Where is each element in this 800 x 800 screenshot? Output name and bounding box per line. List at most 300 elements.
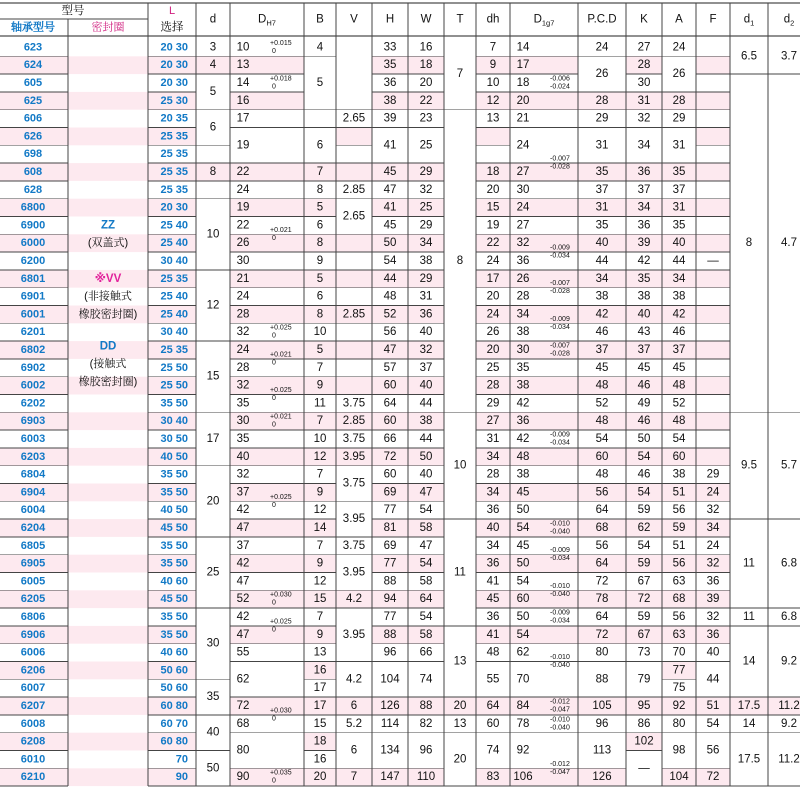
bearing-model-cell: 626: [23, 130, 43, 143]
cell-A: 52: [672, 397, 686, 410]
tolerance-upper: +0.021: [270, 351, 292, 359]
cell-K: 46: [637, 415, 651, 428]
cell-D: 24: [236, 183, 250, 196]
merged-cell-V: 2.65: [342, 112, 366, 125]
cell-A: 80: [672, 717, 686, 730]
cell-A: 37: [672, 344, 686, 356]
merged-cell-F: 44: [706, 673, 720, 686]
tolerance-upper: +0.030: [270, 591, 292, 599]
L-select-cell: 25 40: [160, 308, 188, 321]
merged-cell-V: 3.95: [342, 513, 366, 526]
cell-H: 77: [383, 611, 397, 623]
tolerance-upper: -0.012: [550, 698, 570, 706]
cell-D: 52: [236, 593, 250, 606]
cell-K: 34: [637, 201, 651, 214]
merged-cell-PCD: 31: [595, 139, 609, 152]
cell-K: 45: [637, 361, 651, 374]
cell-D1: 34: [516, 308, 530, 321]
tolerance-upper: -0.009: [550, 609, 570, 617]
cell-A: 38: [672, 290, 686, 303]
bearing-model-cell: 6008: [20, 717, 46, 730]
seal-note: (非接触式: [84, 290, 132, 303]
cell-PCD: 56: [595, 539, 609, 552]
merged-cell-V: 3.95: [342, 628, 366, 641]
cell-F: 32: [706, 611, 720, 623]
cell-d1: 17.5: [737, 700, 761, 712]
cell-D1: 30: [516, 183, 530, 196]
merged-cell-V: 3.75: [342, 477, 366, 490]
L-select-cell: 40 50: [160, 450, 188, 463]
cell-dh: 64: [486, 700, 500, 712]
cell-D1: 27: [516, 219, 530, 232]
cell-D: 13: [236, 59, 250, 72]
L-select-cell: 25 35: [160, 272, 188, 285]
header-V: V: [350, 13, 358, 26]
cell-PCD: 24: [595, 41, 609, 54]
cell-dh: 36: [486, 557, 500, 570]
bearing-model-cell: 606: [23, 112, 43, 125]
merged-cell-d2: 6.8: [781, 557, 797, 570]
cell-A: 35: [672, 219, 686, 232]
merged-cell-T: 10: [453, 459, 467, 472]
merged-cell-PCD: 26: [595, 68, 609, 81]
cell-B: 5: [316, 272, 324, 285]
cell-D1: 17: [516, 59, 530, 72]
merged-cell-d: 6: [209, 121, 217, 134]
cell-T: 20: [453, 700, 467, 712]
tolerance-upper: +0.025: [270, 618, 292, 626]
bearing-model-cell: 6906: [20, 628, 46, 641]
cell-dh: 34: [486, 450, 500, 463]
bearing-model-cell: 6806: [20, 611, 46, 623]
cell-F: 39: [706, 593, 720, 606]
cell-dh: 15: [486, 201, 500, 214]
tolerance-upper: +0.018: [270, 75, 292, 83]
cell-D1: 38: [516, 468, 530, 481]
cell-dh: 9: [489, 59, 497, 72]
cell-D: 47: [236, 575, 250, 588]
cell-B: 16: [313, 753, 327, 766]
cell-K: 59: [637, 504, 651, 517]
cell-K: 54: [637, 486, 651, 499]
cell-PCD: 37: [595, 344, 609, 356]
cell-A: 92: [672, 700, 686, 712]
cell-PCD: 48: [595, 415, 609, 428]
cell-d1: 14: [742, 717, 756, 730]
cell-B: 16: [313, 664, 327, 677]
cell-W: 58: [419, 628, 433, 641]
cell-B: 15: [313, 593, 327, 606]
cell-W: 58: [419, 575, 433, 588]
cell-F: 24: [706, 486, 720, 499]
cell-F: 36: [706, 575, 720, 588]
cell-d2: 9.2: [781, 717, 797, 730]
header-seal-type: 密封圈: [91, 21, 125, 34]
merged-cell-d: 50: [206, 762, 220, 775]
cell-D: 72: [236, 700, 250, 712]
cell-W: 88: [419, 700, 433, 712]
cell-H: 94: [383, 593, 397, 606]
cell-B: 9: [316, 557, 324, 570]
cell-D: 30: [236, 415, 250, 428]
L-select-cell: 35 50: [160, 628, 188, 641]
tolerance-lower: 0: [272, 359, 276, 367]
bearing-model-cell: 6903: [20, 415, 46, 428]
merged-cell-W: 74: [419, 673, 433, 686]
cell-A: 31: [672, 201, 686, 214]
merged-cell-A: 26: [672, 68, 686, 81]
cell-D1: 35: [516, 361, 530, 374]
tolerance-lower: -0.040: [550, 724, 570, 732]
cell-dh: 10: [486, 77, 500, 89]
merged-cell-V: 6: [350, 744, 358, 757]
merged-cell-d: 15: [206, 370, 220, 383]
cell-A: 42: [672, 308, 686, 321]
seal-note: ZZ: [100, 219, 116, 232]
L-select-cell: 20 30: [160, 77, 188, 89]
cell-W: 54: [419, 611, 433, 623]
tolerance-lower: 0: [272, 626, 276, 634]
merged-cell-PCD: 88: [595, 673, 609, 686]
cell-A: 75: [672, 682, 686, 695]
merged-cell-d: 20: [206, 495, 220, 508]
bearing-model-cell: 6005: [20, 575, 46, 588]
L-select-cell: 35 50: [160, 539, 188, 552]
merged-cell-d2: 6.8: [781, 611, 797, 623]
cell-A: 77: [672, 664, 686, 677]
cell-W: 66: [419, 646, 433, 659]
cell-B: 7: [316, 166, 324, 178]
tolerance-upper: +0.030: [270, 707, 292, 715]
L-select-cell: 20 30: [160, 59, 188, 72]
cell-PCD: 126: [592, 771, 612, 784]
merged-cell-d: 10: [206, 228, 220, 241]
cell-B: 6: [316, 219, 324, 232]
cell-PCD: 56: [595, 486, 609, 499]
tolerance-upper: -0.007: [550, 155, 570, 163]
cell-D: 17: [236, 112, 250, 125]
cell-D: 32: [236, 326, 250, 339]
tolerance-lower: -0.034: [550, 617, 570, 625]
bearing-model-cell: 6206: [20, 664, 46, 677]
cell-PCD: 37: [595, 183, 609, 196]
L-select-cell: 70: [175, 753, 188, 766]
merged-cell-dh: 74: [486, 744, 500, 757]
cell-H: 47: [383, 183, 397, 196]
cell-D: 32: [236, 379, 250, 392]
cell-W: 47: [419, 486, 433, 499]
bearing-model-cell: 6000: [20, 237, 46, 250]
cell-PCD: 72: [595, 628, 609, 641]
cell-B: 14: [313, 522, 327, 534]
L-select-cell: 25 35: [160, 148, 188, 161]
cell-B: 7: [316, 539, 324, 552]
cell-B: 13: [313, 646, 327, 659]
bearing-model-cell: 6207: [20, 700, 46, 712]
cell-B: 18: [313, 735, 327, 748]
L-select-cell: 25 35: [160, 344, 188, 356]
tolerance-lower: -0.034: [550, 555, 570, 563]
cell-W: 37: [419, 361, 433, 374]
header-d2: $d_2$: [783, 13, 795, 27]
cell-PCD: 48: [595, 379, 609, 392]
cell-PCD: 60: [595, 450, 609, 463]
cell-V: 6: [350, 700, 358, 712]
cell-B: 6: [316, 290, 324, 303]
cell-dh: 36: [486, 504, 500, 517]
cell-A: 48: [672, 415, 686, 428]
cell-W: 31: [419, 290, 433, 303]
bearing-model-cell: 6804: [20, 468, 46, 481]
tolerance-upper: +0.035: [270, 769, 292, 777]
cell-K: 73: [637, 646, 651, 659]
cell-H: 57: [383, 361, 397, 374]
cell-dh: 83: [486, 771, 500, 784]
header-model-group: 型号: [61, 5, 85, 17]
merged-cell-D: 80: [236, 744, 250, 757]
cell-A: 70: [672, 646, 686, 659]
cell-H: 45: [383, 219, 397, 232]
cell-W: 40: [419, 468, 433, 481]
cell-D1: 26: [516, 272, 530, 285]
cell-K: 46: [637, 468, 651, 481]
L-select-cell: 60 70: [160, 717, 188, 730]
cell-V: 3.75: [342, 539, 366, 552]
merged-cell-K: 102: [634, 735, 654, 748]
bearing-model-cell: 6204: [20, 522, 46, 534]
cell-B: 7: [316, 361, 324, 374]
tolerance-lower: -0.028: [550, 288, 570, 296]
cell-V: 7: [350, 771, 358, 784]
merged-cell-V: 3.95: [342, 566, 366, 579]
tolerance-upper: -0.009: [550, 547, 570, 555]
bearing-model-cell: 6004: [20, 504, 46, 517]
cell-W: 110: [416, 771, 436, 784]
cell-dh: 22: [486, 237, 500, 250]
tolerance-upper: -0.009: [550, 315, 570, 323]
cell-H: 38: [383, 94, 397, 107]
cell-A: 104: [669, 771, 689, 784]
L-select-cell: 40 60: [160, 646, 188, 659]
cell-dh: 25: [486, 361, 500, 374]
cell-D: 42: [236, 611, 250, 623]
cell-dh: 28: [486, 468, 500, 481]
cell-V: 5.2: [346, 717, 362, 730]
cell-H: 69: [383, 486, 397, 499]
merged-cell-H: 134: [380, 744, 400, 757]
cell-dh: 24: [486, 255, 500, 267]
merged-cell-T: 20: [453, 753, 467, 766]
cell-PCD: 34: [595, 272, 609, 285]
seal-note: (接触式: [89, 358, 127, 371]
cell-D: 55: [236, 646, 250, 659]
L-select-cell: 25 40: [160, 219, 188, 232]
cell-D1: 45: [516, 486, 530, 499]
cell-D1: 42: [516, 433, 530, 445]
merged-cell-D1: 70: [516, 673, 530, 686]
cell-W: 32: [419, 183, 433, 196]
bearing-model-cell: 628: [23, 183, 43, 196]
cell-H: 77: [383, 557, 397, 570]
cell-K: 49: [637, 397, 651, 410]
bearing-model-cell: 6201: [20, 326, 46, 339]
merged-cell-T: 13: [453, 655, 467, 668]
cell-D1: 14: [516, 41, 530, 54]
cell-PCD: 80: [595, 646, 609, 659]
cell-V: 3.75: [342, 397, 366, 410]
cell-V: 2.85: [342, 308, 366, 321]
tolerance-upper: -0.007: [550, 342, 570, 350]
cell-B: 10: [313, 433, 327, 445]
cell-H: 60: [383, 379, 397, 392]
header-W: W: [420, 13, 432, 26]
tolerance-lower: -0.040: [550, 662, 570, 669]
merged-cell-T: 7: [456, 68, 464, 81]
header-L-select: 选择: [160, 21, 184, 34]
L-select-cell: 20 30: [160, 41, 188, 54]
cell-W: 64: [419, 593, 433, 606]
tolerance-upper: +0.021: [270, 226, 292, 234]
merged-cell-d: 30: [206, 637, 220, 650]
tolerance-lower: -0.040: [550, 528, 570, 536]
cell-F: —: [707, 255, 719, 267]
bearing-model-cell: 6203: [20, 450, 46, 463]
merged-cell-B: 5: [316, 77, 324, 89]
L-select-cell: 35 50: [160, 397, 188, 410]
cell-K: 39: [637, 237, 651, 250]
cell-PCD: 45: [595, 361, 609, 374]
L-select-cell: 20 35: [160, 112, 188, 125]
cell-H: 64: [383, 397, 397, 410]
L-select-cell: 30 40: [160, 255, 188, 267]
merged-cell-K: —: [638, 762, 650, 775]
merged-cell-d: 3: [209, 41, 217, 54]
header-D: $D_{H7}$: [258, 13, 276, 27]
header-d1: $d_1$: [743, 13, 755, 27]
cell-dh: 28: [486, 379, 500, 392]
cell-H: 114: [380, 717, 400, 730]
merged-cell-H: 104: [380, 673, 400, 686]
header-dh: dh: [486, 13, 500, 26]
cell-PCD: 42: [595, 308, 609, 321]
tolerance-lower: -0.024: [550, 83, 570, 91]
cell-A: 40: [672, 237, 686, 250]
cell-D: 32: [236, 468, 250, 481]
cell-H: 72: [383, 450, 397, 463]
tolerance-lower: 0: [272, 395, 276, 402]
L-select-cell: 60 80: [160, 700, 188, 712]
L-select-cell: 25 35: [160, 130, 188, 143]
tolerance-lower: 0: [272, 47, 276, 55]
cell-A: 63: [672, 628, 686, 641]
cell-V: 2.85: [342, 415, 366, 428]
cell-D: 19: [236, 201, 250, 214]
cell-PCD: 64: [595, 504, 609, 517]
cell-K: 54: [637, 539, 651, 552]
cell-H: 66: [383, 433, 397, 445]
cell-K: 42: [637, 255, 651, 267]
L-select-cell: 25 35: [160, 183, 188, 196]
L-select-cell: 25 40: [160, 237, 188, 250]
cell-B: 8: [316, 183, 324, 196]
tolerance-lower: -0.034: [550, 439, 570, 447]
cell-K: 43: [637, 326, 651, 339]
cell-D1: 60: [516, 593, 530, 606]
header-D1: $D_{1g7}$: [533, 13, 555, 27]
cell-H: 126: [380, 700, 400, 712]
cell-D1: 36: [516, 415, 530, 428]
bearing-model-cell: 608: [23, 166, 43, 178]
cell-B: 9: [316, 379, 324, 392]
cell-H: 33: [383, 41, 397, 54]
header-T: T: [456, 13, 464, 26]
tolerance-lower: 0: [272, 715, 276, 723]
cell-F: 72: [706, 771, 720, 784]
cell-W: 29: [419, 166, 433, 178]
cell-B: 9: [316, 486, 324, 499]
L-select-cell: 50 60: [160, 682, 188, 695]
bearing-model-cell: 6200: [20, 255, 46, 267]
cell-W: 47: [419, 539, 433, 552]
cell-PCD: 46: [595, 326, 609, 339]
cell-B: 12: [313, 504, 327, 517]
cell-dh: 41: [486, 628, 500, 641]
cell-W: 54: [419, 557, 433, 570]
merged-cell-d2: 3.7: [781, 50, 797, 63]
cell-dh: 34: [486, 486, 500, 499]
cell-dh: 27: [486, 415, 500, 428]
bearing-model-cell: 6901: [20, 290, 46, 303]
L-select-cell: 90: [175, 771, 188, 784]
bearing-model-cell: 6802: [20, 344, 46, 356]
cell-H: 47: [383, 344, 397, 356]
L-select-cell: 60 80: [160, 735, 188, 748]
cell-H: 36: [383, 77, 397, 89]
cell-PCD: 44: [595, 255, 609, 267]
cell-W: 32: [419, 344, 433, 356]
tolerance-lower: 0: [272, 332, 276, 340]
cell-B: 12: [313, 450, 327, 463]
cell-W: 82: [419, 717, 433, 730]
cell-dh: 12: [486, 94, 500, 107]
bearing-model-cell: 6900: [20, 219, 46, 232]
cell-D1: 54: [516, 628, 530, 641]
cell-A: 24: [672, 41, 686, 54]
cell-D1: 54: [516, 575, 530, 588]
cell-K: 30: [637, 77, 651, 89]
cell-B: 5: [316, 344, 324, 356]
cell-B: 7: [316, 611, 324, 623]
cell-D: 21: [236, 272, 250, 285]
bearing-model-cell: 6010: [20, 753, 46, 766]
tolerance-lower: -0.028: [550, 163, 570, 171]
cell-H: 69: [383, 539, 397, 552]
merged-cell-V: 2.65: [342, 210, 366, 223]
merged-cell-T: 8: [456, 255, 464, 267]
merged-cell-H: 41: [383, 139, 397, 152]
L-select-cell: 25 30: [160, 94, 188, 107]
L-select-cell: 35 50: [160, 611, 188, 623]
cell-A: 48: [672, 379, 686, 392]
cell-K: 31: [637, 94, 651, 107]
cell-D: 35: [236, 433, 250, 445]
merged-cell-d2: 11.2: [778, 753, 800, 766]
merged-cell-T: 11: [454, 566, 466, 579]
cell-D: 10: [236, 41, 250, 54]
tolerance-upper: -0.009: [550, 244, 570, 252]
tolerance-lower: 0: [272, 599, 276, 607]
cell-F: 29: [706, 468, 720, 481]
